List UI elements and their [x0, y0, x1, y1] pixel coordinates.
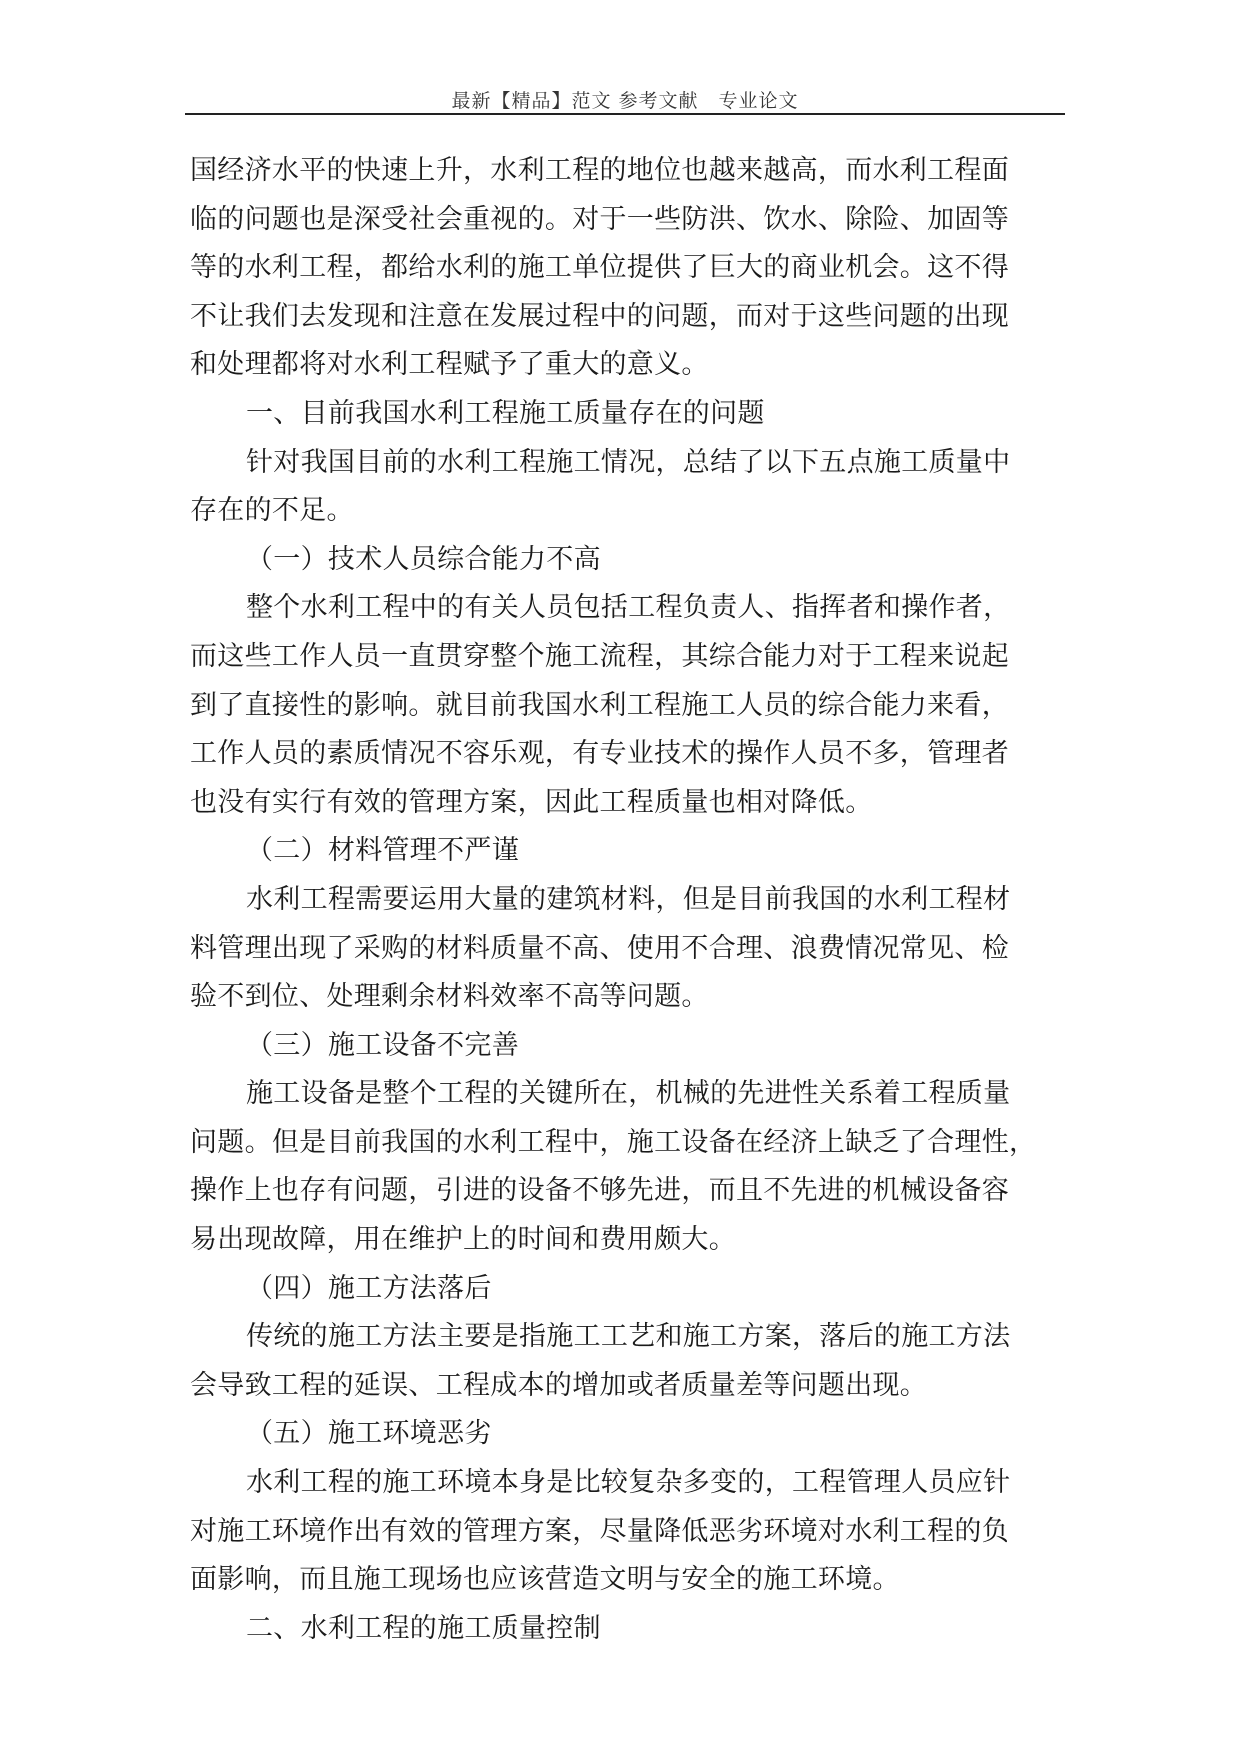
- text-line: 验不到位、处理剩余材料效率不高等问题。: [190, 981, 709, 1013]
- text-line: 不让我们去发现和注意在发展过程中的问题，而对于这些问题的出现: [190, 300, 1009, 332]
- text-line: 对施工环境作出有效的管理方案，尽量降低恶劣环境对水利工程的负: [190, 1515, 1009, 1547]
- text-line: 到了直接性的影响。就目前我国水利工程施工人员的综合能力来看，: [190, 689, 1009, 721]
- text-line: 而这些工作人员一直贯穿整个施工流程，其综合能力对于工程来说起: [190, 640, 1009, 672]
- text-line: 水利工程的施工环境本身是比较复杂多变的，工程管理人员应针: [246, 1467, 1011, 1499]
- text-line: 传统的施工方法主要是指施工工艺和施工方案，落后的施工方法: [246, 1321, 1011, 1353]
- text-line: （一）技术人员综合能力不高: [246, 543, 601, 575]
- text-line: 水利工程需要运用大量的建筑材料，但是目前我国的水利工程材: [246, 883, 1011, 915]
- text-line: （四）施工方法落后: [246, 1272, 492, 1304]
- text-line: 工作人员的素质情况不容乐观，有专业技术的操作人员不多，管理者: [190, 738, 1009, 770]
- text-line: 会导致工程的延误、工程成本的增加或者质量差等问题出现。: [190, 1369, 928, 1401]
- text-line: （二）材料管理不严谨: [246, 835, 519, 867]
- text-line: 料管理出现了采购的材料质量不高、使用不合理、浪费情况常见、检: [190, 932, 1009, 964]
- text-line: 二、水利工程的施工质量控制: [246, 1612, 601, 1644]
- text-line: 施工设备是整个工程的关键所在，机械的先进性关系着工程质量: [246, 1078, 1011, 1110]
- text-line: 存在的不足。: [190, 495, 354, 527]
- text-line: （五）施工环境恶劣: [246, 1418, 492, 1450]
- text-line: 也没有实行有效的管理方案，因此工程质量也相对降低。: [190, 786, 873, 818]
- document-body: [190, 152, 1060, 1658]
- text-line: 临的问题也是深受社会重视的。对于一些防洪、饮水、除险、加固等: [190, 203, 1009, 235]
- header-divider: [185, 113, 1065, 115]
- text-line: 易出现故障，用在维护上的时间和费用颇大。: [190, 1224, 736, 1256]
- text-line: 整个水利工程中的有关人员包括工程负责人、指挥者和操作者，: [246, 592, 1011, 624]
- text-line: 问题。但是目前我国的水利工程中，施工设备在经济上缺乏了合理性，: [190, 1126, 1037, 1158]
- text-line: 操作上也存有问题，引进的设备不够先进，而且不先进的机械设备容: [190, 1175, 1009, 1207]
- text-line: 面影响，而且施工现场也应该营造文明与安全的施工环境。: [190, 1564, 900, 1596]
- text-line: 等的水利工程，都给水利的施工单位提供了巨大的商业机会。这不得: [190, 252, 1009, 284]
- text-line: 和处理都将对水利工程赋予了重大的意义。: [190, 349, 709, 381]
- text-line: 针对我国目前的水利工程施工情况，总结了以下五点施工质量中: [246, 446, 1011, 478]
- text-line: 国经济水平的快速上升，水利工程的地位也越来越高，而水利工程面: [190, 155, 1009, 186]
- text-line: 一、目前我国水利工程施工质量存在的问题: [246, 397, 765, 429]
- page-header: 最新【精品】范文 参考文献 专业论文: [451, 90, 799, 112]
- text-line: （三）施工设备不完善: [246, 1029, 519, 1061]
